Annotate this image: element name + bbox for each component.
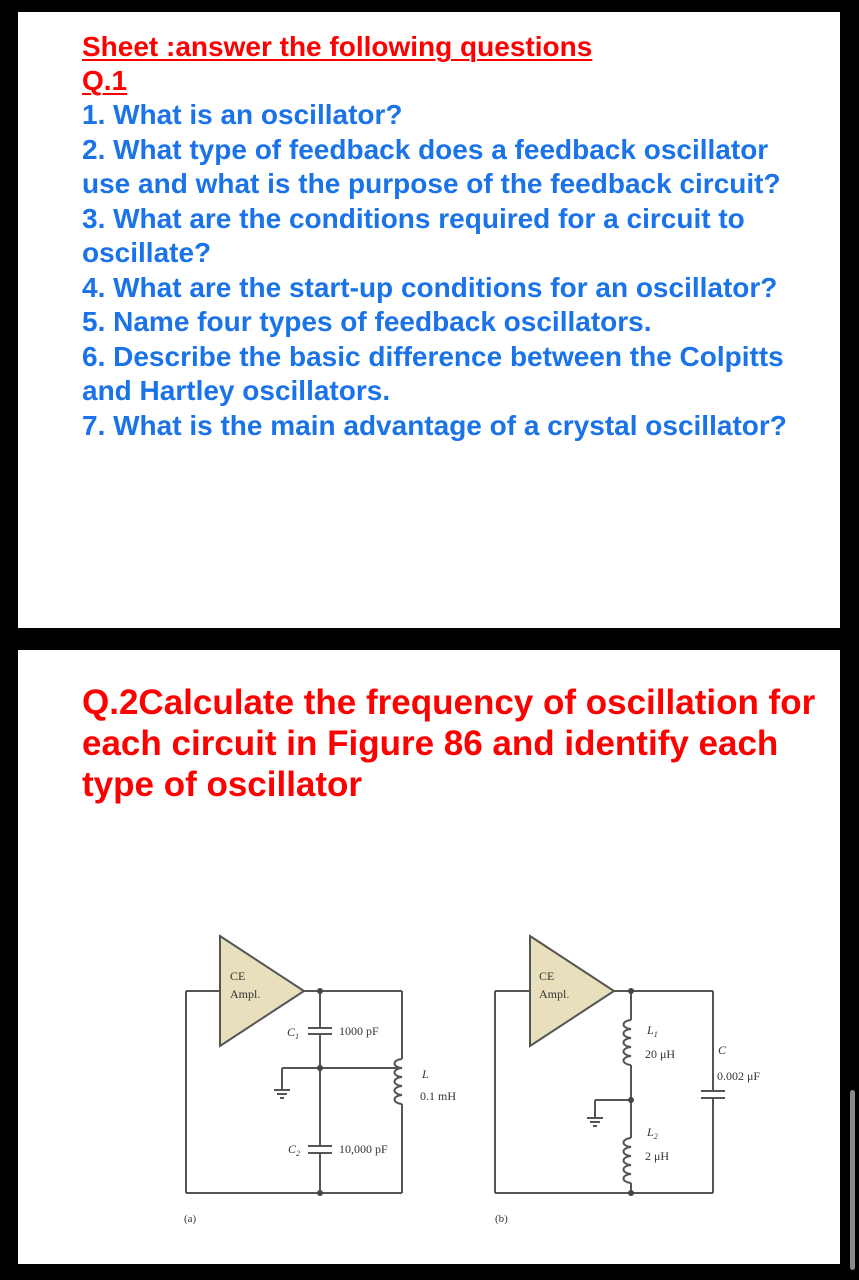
c2-sub: 2 (296, 1149, 301, 1158)
c1-value: 1000 pF (339, 1024, 379, 1038)
question-item: 1. What is an oscillator? (82, 99, 403, 130)
amp-b-line1: CE (539, 969, 555, 983)
inductor-l-coil (395, 1059, 403, 1104)
page-2 (18, 650, 840, 1264)
amp-a-line2: Ampl. (230, 987, 261, 1001)
l2-value: 2 μH (645, 1149, 670, 1163)
junction-dot (317, 1065, 323, 1071)
l-name: L (422, 1067, 429, 1081)
c1-name: C (287, 1025, 296, 1039)
junction-dot (628, 1097, 634, 1103)
figure-86 (18, 650, 840, 1264)
caption-b: (b) (495, 1213, 508, 1225)
l-value: 0.1 mH (420, 1089, 456, 1103)
question-item: 6. Describe the basic difference between the Colpitts and Hartley oscillators. (82, 340, 784, 406)
c-name: C (718, 1043, 727, 1057)
circuit-a-wires (186, 991, 402, 1193)
c-value: 0.002 μF (717, 1069, 761, 1083)
q1-label: Q.1 (82, 65, 128, 96)
page-1 (18, 12, 840, 628)
l2-name: L (647, 1125, 654, 1139)
amp-b-line2: Ampl. (539, 987, 570, 1001)
ground-icon (274, 1090, 290, 1098)
l1-name: L (647, 1023, 654, 1037)
question-item: 3. What are the conditions required for a circuit to oscillate? (82, 202, 745, 268)
svg-text:L1 (646, 1023, 658, 1039)
sheet-title: Sheet :answer the following questions (82, 31, 593, 62)
q2-heading: Q.2Calculate the frequency of oscillation for each circuit in Figure 86 and identify each type of oscillator (82, 683, 816, 804)
junction-dot (317, 988, 323, 994)
junction-dot (628, 988, 634, 994)
scrollbar-thumb[interactable] (850, 1090, 855, 1270)
caption-a: (a) (184, 1213, 197, 1225)
junction-dot (317, 1190, 323, 1196)
l1-sub: 1 (653, 1030, 658, 1039)
svg-text:L2 (646, 1125, 658, 1141)
amp-a-line1: CE (230, 969, 246, 983)
svg-text:C2 (288, 1142, 300, 1158)
question-list (82, 98, 822, 443)
c2-name: C (288, 1142, 297, 1156)
c2-value: 10,000 pF (339, 1142, 388, 1156)
question-item: 5. Name four types of feedback oscillators. (82, 306, 652, 337)
svg-text:C1 (287, 1025, 299, 1041)
ground-icon (587, 1118, 603, 1126)
question-item: 7. What is the main advantage of a crystal oscillator? (82, 409, 787, 441)
l1-value: 20 μH (645, 1047, 676, 1061)
question-item: 4. What are the start-up conditions for an oscillator? (82, 271, 778, 303)
junction-dot (628, 1190, 634, 1196)
question-item: 2. What type of feedback does a feedback oscillator use and what is the purpose of the feedback circuit? (82, 133, 781, 199)
inductor-l1-coil (624, 1020, 632, 1065)
inductor-l2-coil (624, 1138, 632, 1183)
question-sheet (82, 30, 822, 443)
l2-sub: 2 (653, 1132, 658, 1141)
c1-sub: 1 (295, 1032, 300, 1041)
